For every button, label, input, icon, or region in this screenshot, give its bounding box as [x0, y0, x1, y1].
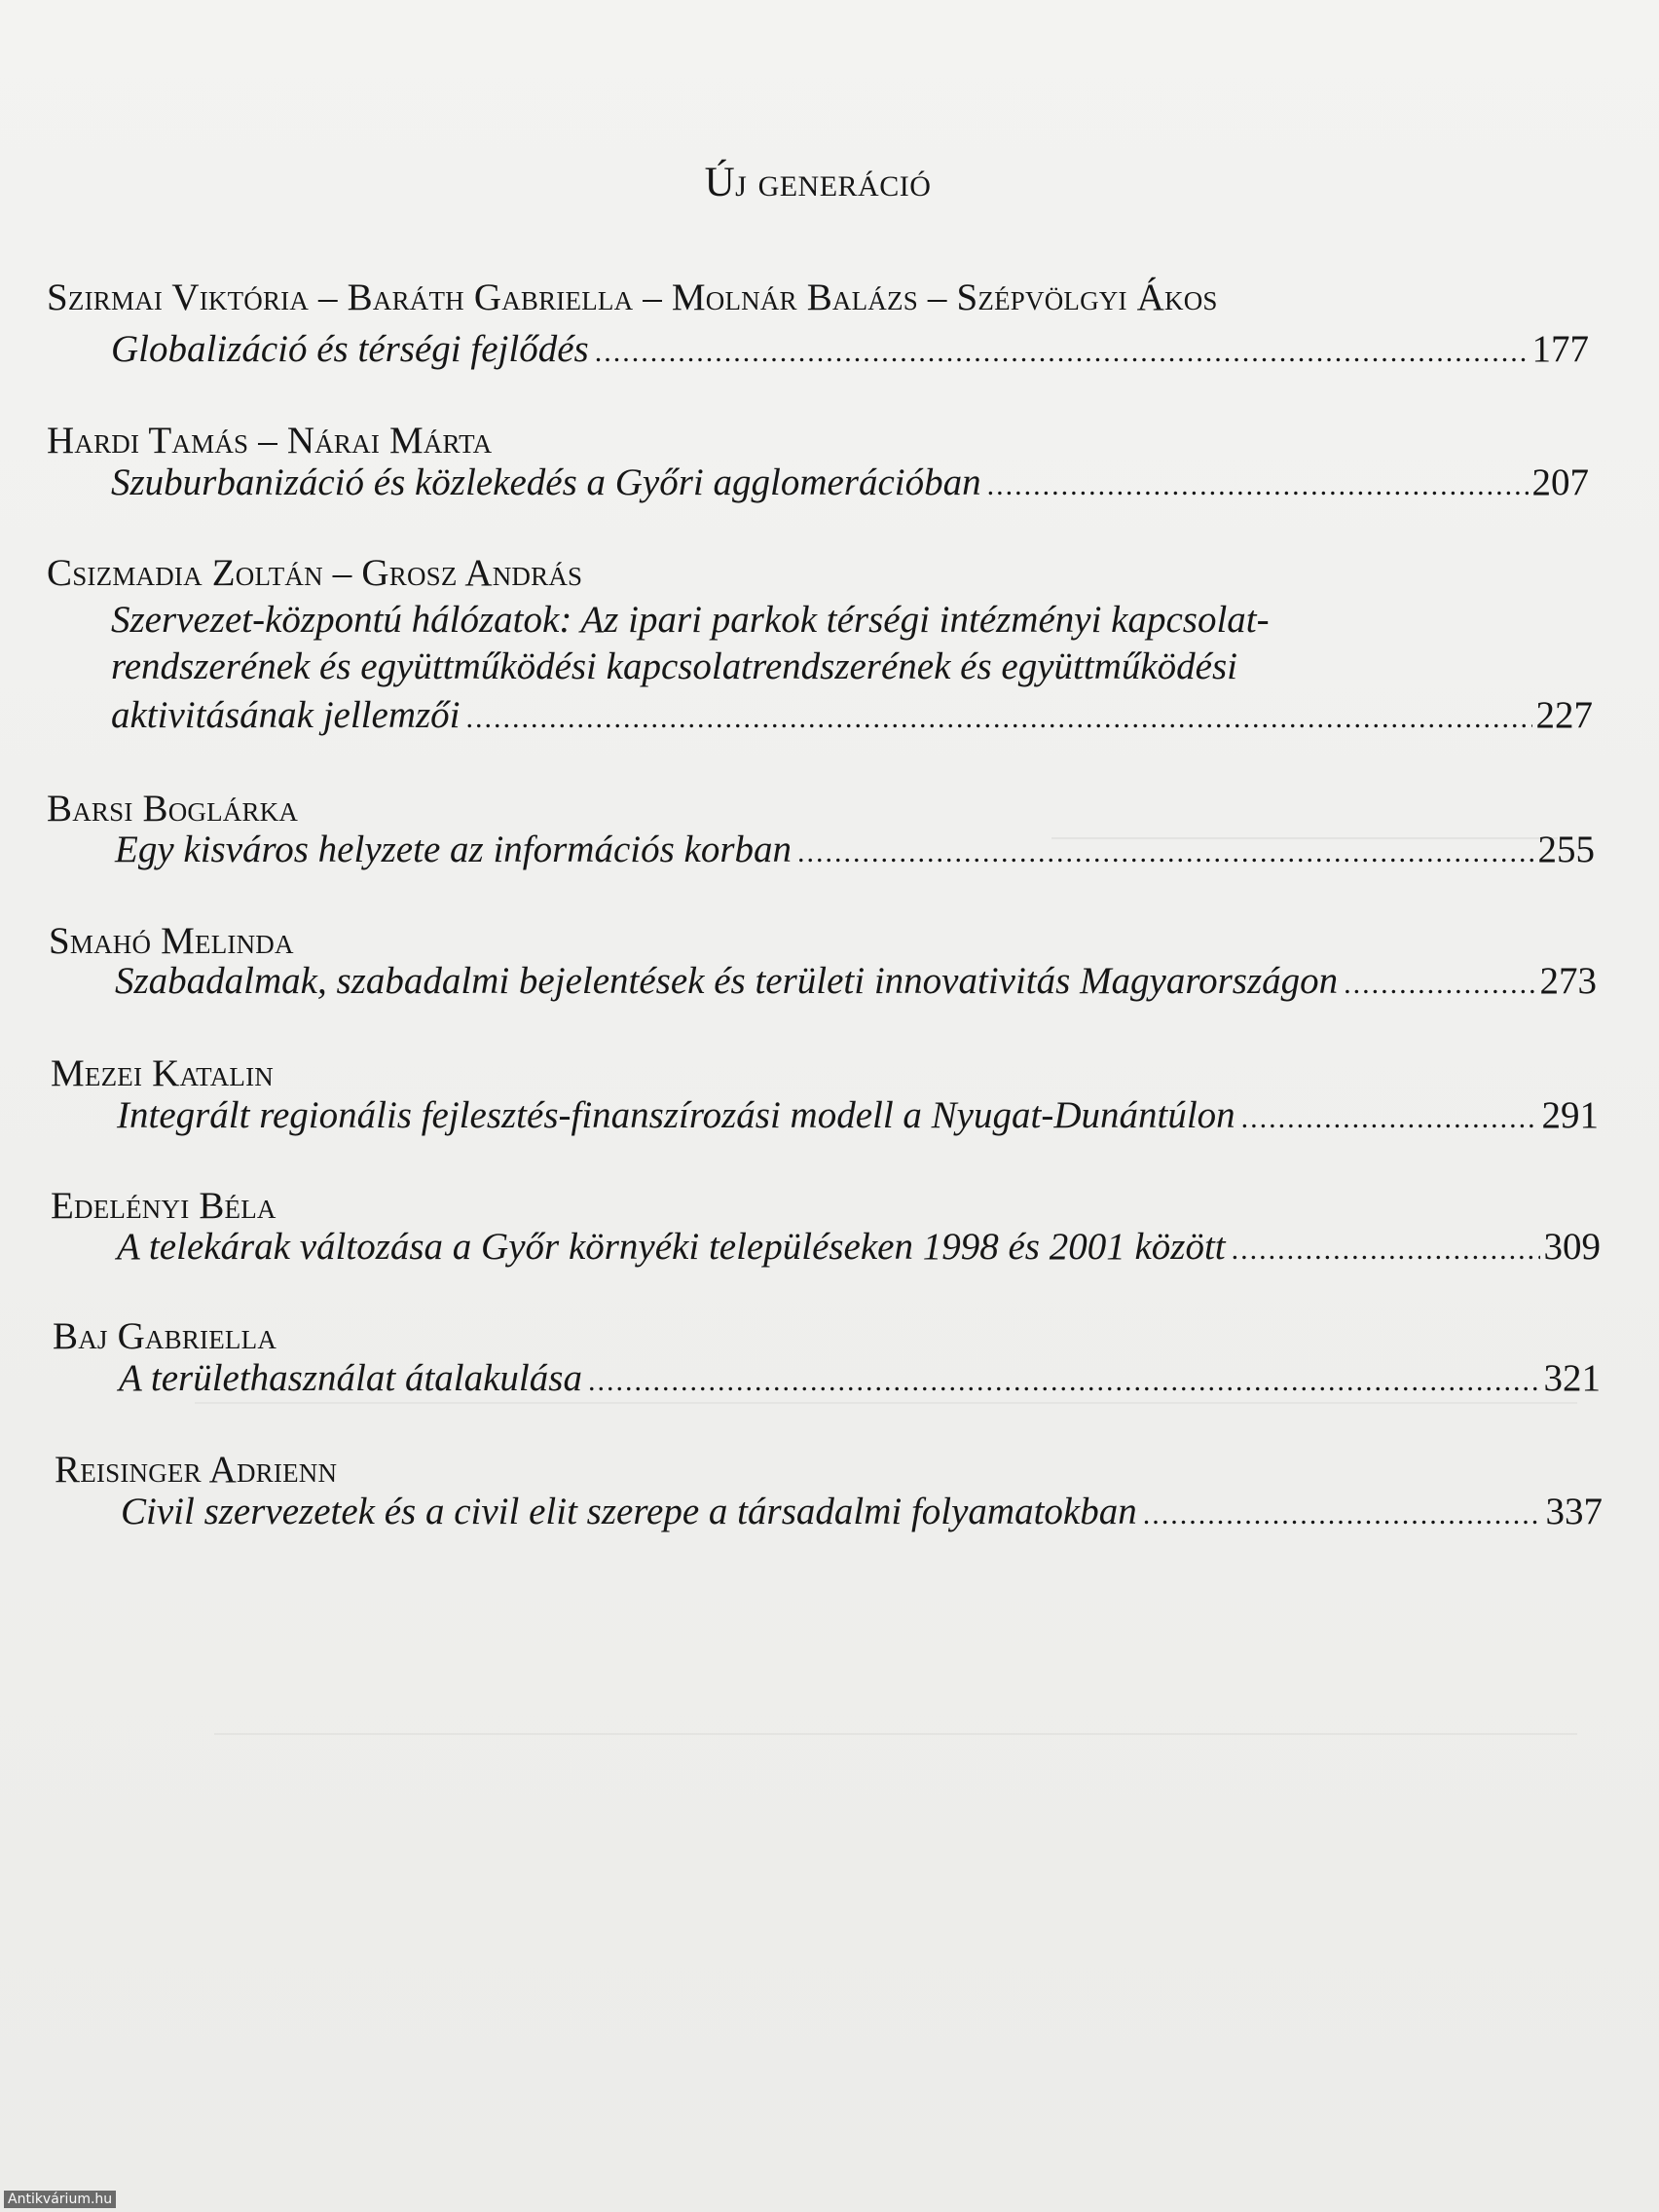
page-number: 337 — [1545, 1491, 1603, 1532]
entry-title-row[interactable] — [119, 1356, 1601, 1400]
entry-title: Szuburbanizáció és közlekedés a Győri agglomerációban — [111, 461, 981, 503]
leader-dots — [588, 1365, 1540, 1398]
entry-authors: Hardi Tamás – Nárai Márta — [47, 420, 493, 461]
leader-dots — [1143, 1498, 1542, 1531]
entry-title-row[interactable] — [111, 461, 1589, 504]
entry-title-row[interactable] — [121, 1490, 1603, 1533]
entry-title-line: rendszerének és együttműködési kapcsolatrendszerének és együttműködési — [111, 645, 1237, 687]
page-number: 321 — [1543, 1357, 1601, 1399]
page-number: 309 — [1543, 1226, 1601, 1268]
page-number: 255 — [1537, 829, 1595, 870]
watermark: Antikvárium.hu — [4, 2191, 116, 2208]
leader-dots — [595, 336, 1529, 369]
entry-title-line: Szervezet-központú hálózatok: Az ipari parkok térségi intézményi kapcsolat- — [111, 599, 1270, 641]
entry-authors: Baj Gabriella — [53, 1315, 277, 1357]
entry-title-row[interactable] — [111, 693, 1593, 737]
entry-title-row[interactable] — [117, 1093, 1599, 1137]
entry-title-row[interactable] — [115, 828, 1595, 871]
entry-title-row[interactable] — [115, 959, 1597, 1003]
entry-title: A telekárak változása a Győr környéki településeken 1998 és 2001 között — [117, 1226, 1226, 1268]
entry-title: Szabadalmak, szabadalmi bejelentések és területi innovativitás Magyarországon — [115, 960, 1339, 1002]
entry-authors: Barsi Boglárka — [47, 788, 299, 830]
entry-title: Globalizáció és térségi fejlődés — [111, 328, 589, 370]
leader-dots — [1241, 1102, 1538, 1135]
leader-dots — [1232, 1234, 1540, 1267]
entry-title-row[interactable] — [117, 1225, 1601, 1269]
entry-title: aktivitásának jellemzői — [111, 694, 461, 736]
page-number: 273 — [1539, 960, 1597, 1002]
leader-dots — [987, 469, 1529, 502]
entry-title-row[interactable] — [111, 327, 1589, 371]
entry-title: Civil szervezetek és a civil elit szerepe a társadalmi folyamatokban — [121, 1491, 1137, 1532]
leader-dots — [797, 836, 1533, 869]
entry-authors: Smahó Melinda — [49, 920, 294, 962]
entry-title: Egy kisváros helyzete az információs korban — [115, 829, 793, 870]
page-number: 227 — [1535, 694, 1593, 736]
entry-title: A területhasználat átalakulása — [119, 1357, 582, 1399]
section-heading: Új generáció — [704, 160, 932, 205]
leader-dots — [1344, 968, 1535, 1001]
leader-dots — [466, 702, 1532, 735]
entry-authors: Csizmadia Zoltán – Grosz András — [47, 552, 583, 594]
entry-authors: Reisinger Adrienn — [55, 1449, 338, 1491]
entry-authors: Edelényi Béla — [51, 1185, 276, 1227]
entry-authors: Szirmai Viktória – Baráth Gabriella – Molnár Balázs – Szépvölgyi Ákos — [47, 276, 1218, 318]
entry-authors: Mezei Katalin — [51, 1052, 274, 1094]
page-number: 177 — [1531, 328, 1589, 370]
page-number: 207 — [1531, 461, 1589, 503]
entry-title: Integrált regionális fejlesztés-finanszírozási modell a Nyugat-Dunántúlon — [117, 1094, 1235, 1136]
page-number: 291 — [1541, 1094, 1599, 1136]
